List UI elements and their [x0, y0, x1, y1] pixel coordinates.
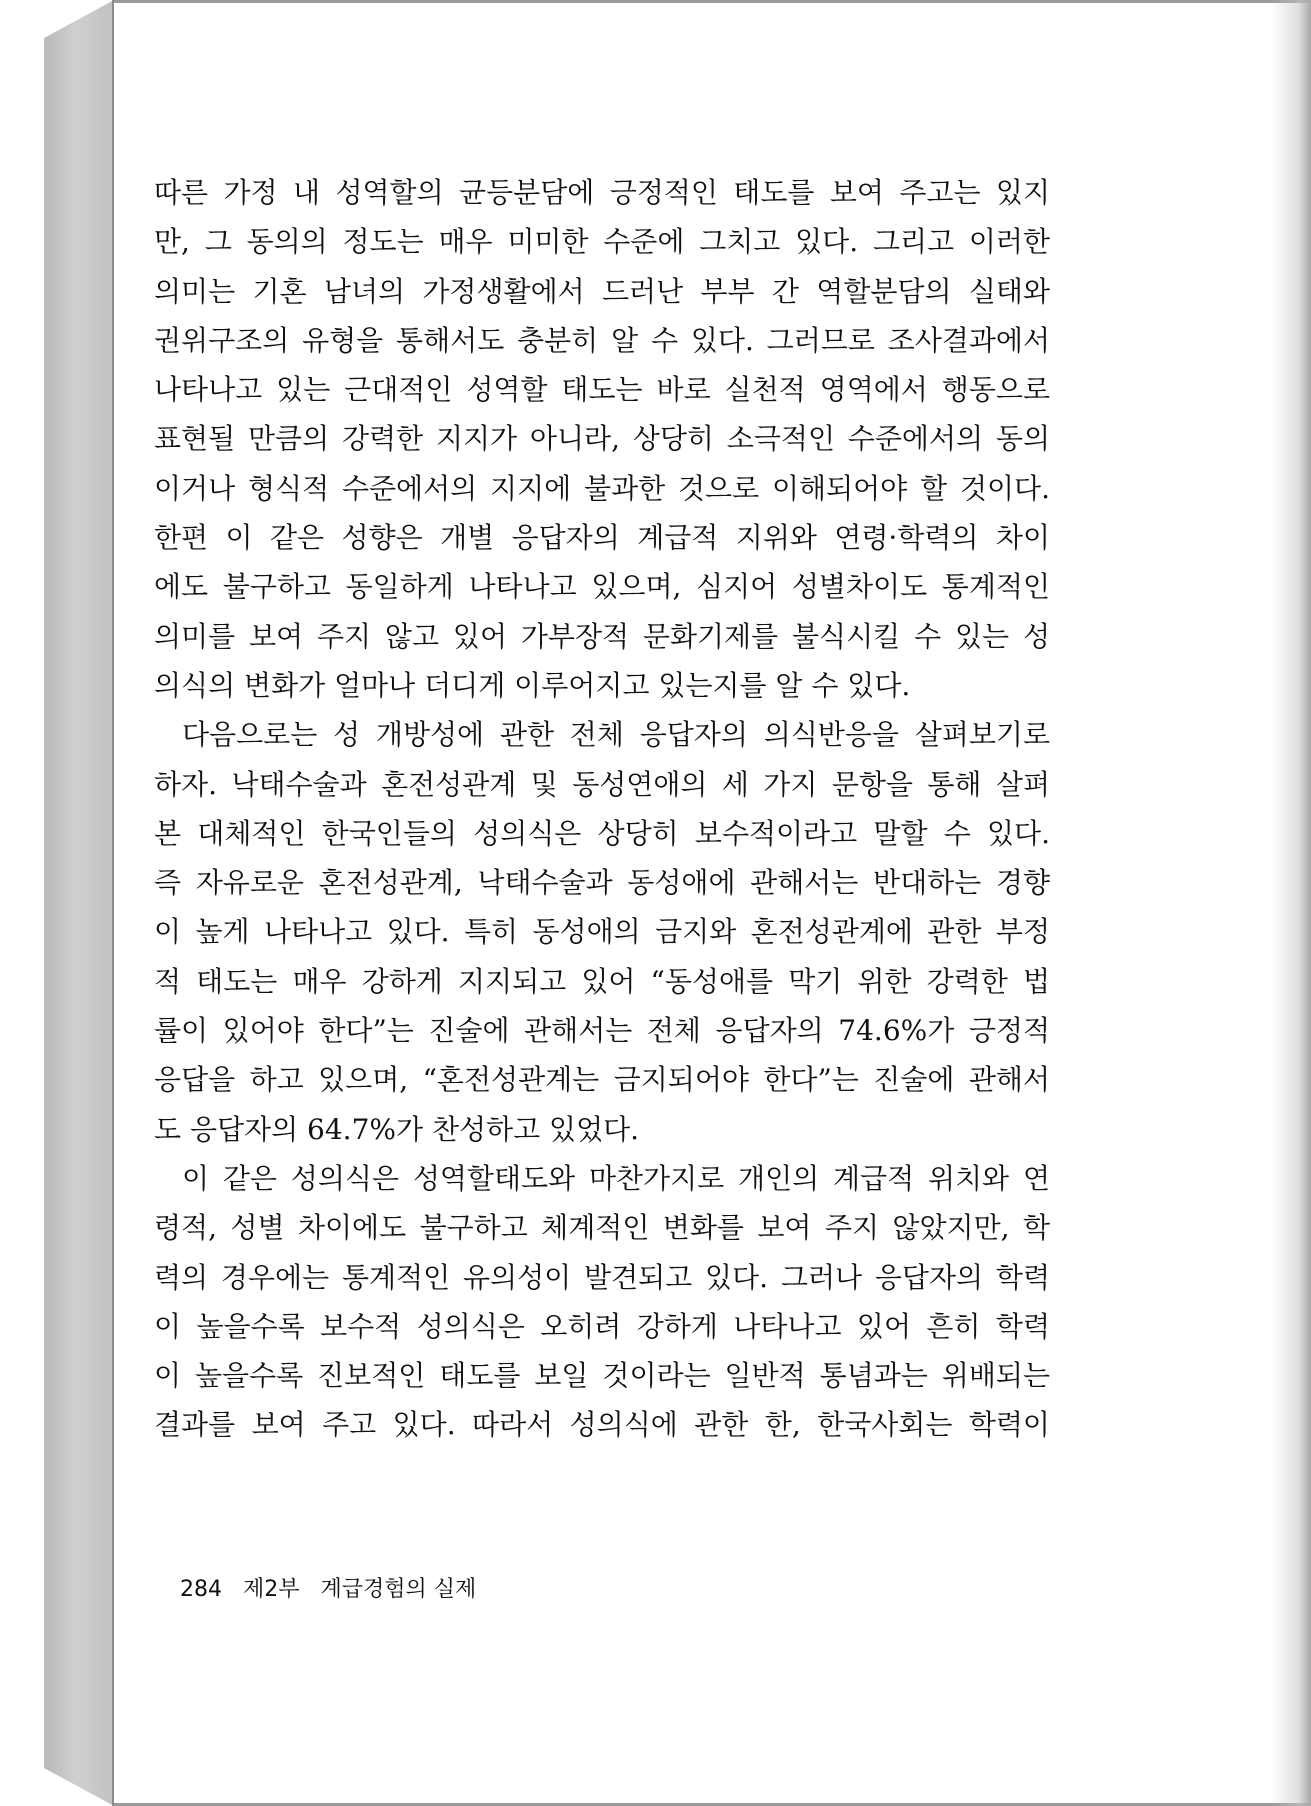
paragraph [154, 1154, 1050, 1450]
text-line: 본 대체적인 한국인들의 성의식은 상당히 보수적이라고 말할 수 있다. [154, 816, 1050, 850]
text-line: 나타나고 있는 근대적인 성역할 태도는 바로 실천적 영역에서 행동으로 [154, 373, 1050, 407]
text-line: 의식의 변화가 얼마나 더디게 이루어지고 있는지를 알 수 있다. [154, 668, 911, 702]
text-line: 결과를 보여 주고 있다. 따라서 성의식에 관한 한, 한국사회는 학력이 [154, 1408, 1050, 1442]
text-line: 따른 가정 내 성역할의 균등분담에 긍정적인 태도를 보여 주고는 있지 [154, 176, 1050, 209]
text-line: 권위구조의 유형을 통해서도 충분히 알 수 있다. 그러므로 조사결과에서 [154, 323, 1050, 357]
page-number: 284 [180, 1577, 222, 1602]
paragraph [154, 168, 1050, 710]
text-line: 이 같은 성의식은 성역할태도와 마찬가지로 개인의 계급적 위치와 연 [182, 1161, 1050, 1195]
book-cover-edge [44, 0, 114, 1806]
text-line: 이거나 형식적 수준에서의 지지에 불과한 것으로 이해되어야 할 것이다. [154, 471, 1050, 505]
text-line: 다음으로는 성 개방성에 관한 전체 응답자의 의식반응을 살펴보기로 [182, 718, 1050, 752]
text-line: 이 높을수록 진보적인 태도를 보일 것이라는 일반적 통념과는 위배되는 [154, 1359, 1050, 1393]
text-line: 의미는 기혼 남녀의 가정생활에서 드러난 부부 간 역할분담의 실태와 [154, 274, 1050, 308]
part-label: 제2부 [243, 1577, 300, 1602]
text-line: 즉 자유로운 혼전성관계, 낙태수술과 동성애에 관해서는 반대하는 경향 [154, 866, 1050, 900]
running-title: 계급경험의 실제 [320, 1577, 477, 1602]
text-line: 만, 그 동의의 정도는 매우 미미한 수준에 그치고 있다. 그리고 이러한 [154, 225, 1050, 259]
text-line: 에도 불구하고 동일하게 나타나고 있으며, 심지어 성별차이도 통계적인 [154, 570, 1050, 604]
text-line: 의미를 보여 주지 않고 있어 가부장적 문화기제를 불식시킬 수 있는 성 [154, 619, 1050, 653]
text-line: 령적, 성별 차이에도 불구하고 체계적인 변화를 보여 주지 않았지만, 학 [154, 1211, 1050, 1245]
text-line: 표현될 만큼의 강력한 지지가 아니라, 상당히 소극적인 수준에서의 동의 [154, 422, 1050, 456]
text-line: 하자. 낙태수술과 혼전성관계 및 동성연애의 세 가지 문항을 통해 살펴 [154, 767, 1050, 801]
text-line: 이 높을수록 보수적 성의식은 오히려 강하게 나타나고 있어 흔히 학력 [154, 1309, 1050, 1343]
page-top-rim [114, 0, 1311, 3]
text-line: 응답을 하고 있으며, “혼전성관계는 금지되어야 한다”는 진술에 관해서 [154, 1063, 1050, 1097]
page-body-text [154, 168, 1050, 1450]
text-line: 적 태도는 매우 강하게 지지되고 있어 “동성애를 막기 위한 강력한 법 [154, 964, 1050, 998]
page-right-shadow [1271, 0, 1311, 1806]
text-line: 도 응답자의 64.7%가 찬성하고 있었다. [154, 1112, 640, 1146]
text-line: 이 높게 나타나고 있다. 특히 동성애의 금지와 혼전성관계에 관한 부정 [154, 915, 1050, 949]
text-line: 력의 경우에는 통계적인 유의성이 발견되고 있다. 그러나 응답자의 학력 [154, 1260, 1050, 1294]
text-line: 한편 이 같은 성향은 개별 응답자의 계급적 지위와 연령·학력의 차이 [154, 521, 1050, 555]
paragraph [154, 710, 1050, 1154]
page-footer [180, 1572, 490, 1603]
text-line: 률이 있어야 한다”는 진술에 관해서는 전체 응답자의 74.6%가 긍정적 [154, 1014, 1050, 1048]
